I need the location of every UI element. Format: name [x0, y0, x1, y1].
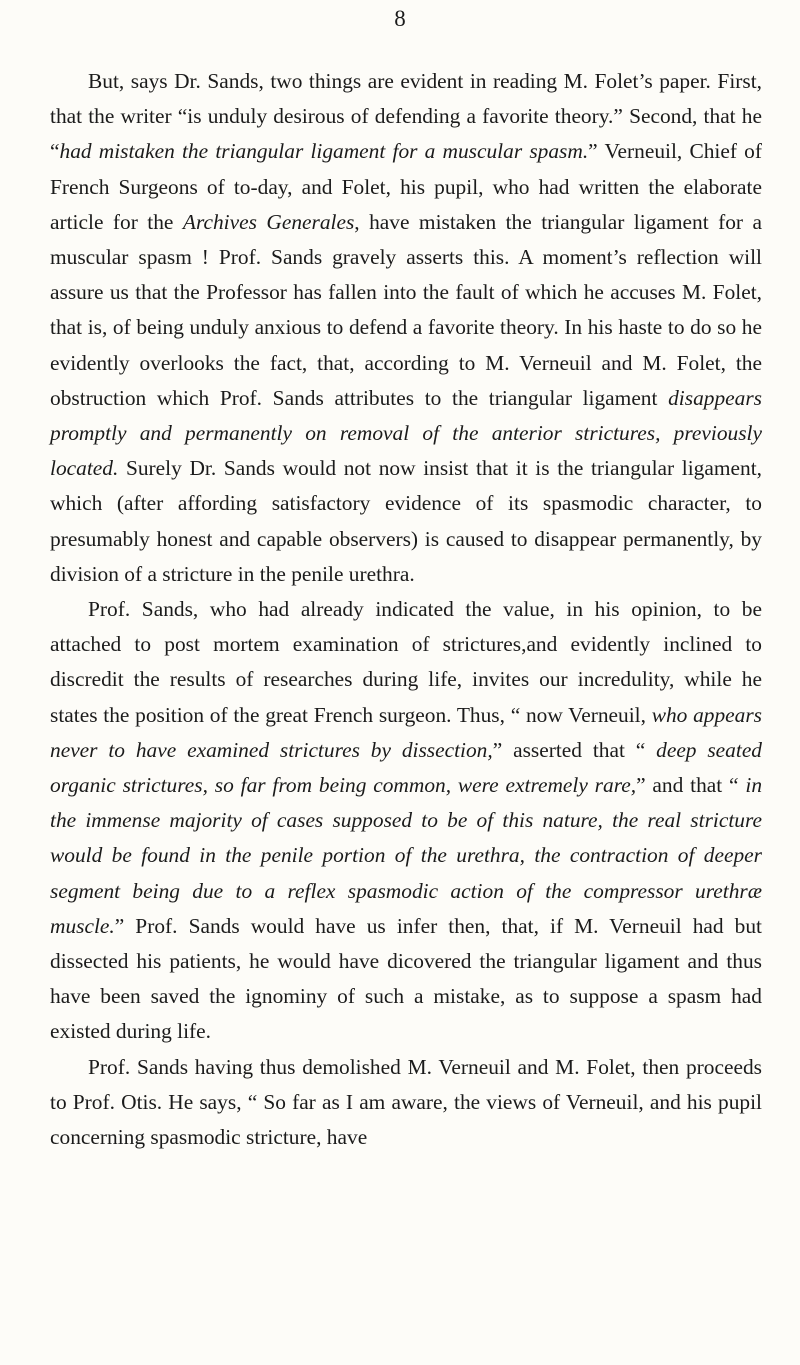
text-segment: Prof. Sands having thus demolished M. Verneuil and M. Folet, then proceeds to Prof. Otis. He says, “ So far as I am aware, the views of Verneuil, and his pupil concerning spasmodic stricture, have — [50, 1054, 762, 1150]
italic-segment: deep seated organic strictures, so far from being common, were extremely rare, — [50, 737, 763, 798]
text-segment: Prof. Sands, who had already indicated the value, in his opinion, to be attached to post mortem examination of strictures,and evidently inclined to discredit the results of researches during life, invites our incredulity, while he states the position of the great French surgeon. Thus, “ now Verneuil, — [50, 597, 762, 727]
text-segment: ” asserted that “ — [492, 737, 657, 762]
text-segment: But, says Dr. Sands, two things are evident in reading M. Folet’s paper. First, that the writer “is unduly desirous of defending a favorite theory.” Second, that he “ — [50, 69, 762, 164]
italic-segment: in the immense majority of cases supposed to be of this nature, the real stricture would be found in the penile portion of the urethra, the contraction of deeper segment being due to a reflex spasmodic action of the compressor urethræ muscle. — [50, 773, 763, 938]
text-segment: Surely Dr. Sands would not now insist that it is the triangular ligament, which (after affording satisfactory evidence of its spasmodic character, to presumably honest and capable observers) is caused to disappear permanently, by division of a stricture in the penile urethra. — [50, 456, 762, 586]
body-text — [50, 64, 762, 1155]
italic-segment: Archives Generales — [182, 209, 355, 234]
page-number: 8 — [394, 6, 406, 31]
paragraph-3 — [50, 1050, 762, 1156]
paragraph-2 — [50, 592, 762, 1050]
italic-segment: had mistaken the triangular ligament for a muscular spasm. — [59, 139, 589, 164]
text-segment: ” Verneuil, Chief of French Surgeons of to-day, and Folet, his pupil, who had written the elaborate article for the — [50, 139, 762, 234]
paragraph-1 — [50, 64, 762, 592]
italic-segment: disappears promptly and permanently on removal of the anterior strictures, previously located. — [50, 385, 762, 481]
text-segment: , have mistaken the triangular ligament for a muscular spasm ! Prof. Sands gravely asserts this. A moment’s reflection will assure us that the Professor has fallen into the fault of which he accuses M. Folet, that is, of being unduly anxious to defend a favorite theory. In his haste to do so he evidently overlooks the fact, that, according to M. Verneuil and M. Folet, the obstruction which Prof. Sands attributes to the triangular ligament — [50, 209, 762, 410]
text-segment: ” Prof. Sands would have us infer then, that, if M. Verneuil had but dissected his patients, he would have dicovered the triangular ligament and thus have been saved the ignominy of such a mistake, as to suppose a spasm had existed during life. — [50, 913, 762, 1044]
italic-segment: who appears never to have examined strictures by dissection, — [50, 702, 763, 762]
text-segment: ” and that “ — [636, 773, 746, 798]
